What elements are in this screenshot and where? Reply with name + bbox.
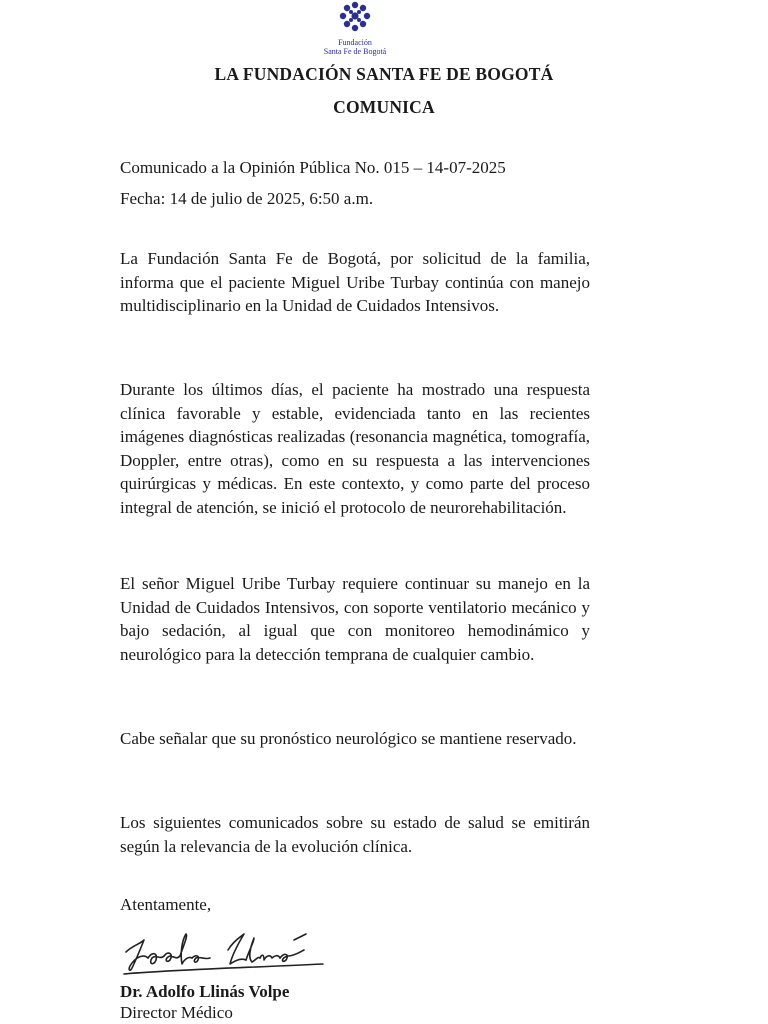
communique-date: Fecha: 14 de julio de 2025, 6:50 a.m. bbox=[120, 189, 374, 208]
document-subtitle: COMUNICA bbox=[333, 97, 435, 117]
fundacion-logo bbox=[300, 0, 410, 56]
paragraph-4: Cabe señalar que su pronóstico neurológico se mantiene reservado. bbox=[120, 729, 577, 748]
handwritten-signature bbox=[118, 920, 333, 982]
logo-line-1: Fundación bbox=[338, 38, 372, 47]
paragraph-3: El señor Miguel Uribe Turbay requiere continuar su manejo en la Unidad de Cuidados Intensivos, con soporte ventilatorio mecánico y bajo sedación, al igual que con monitoreo hemodinámico y neurológico para la detección temprana de cualquier cambio. bbox=[120, 574, 590, 664]
logo-line-2: Santa Fe de Bogotá bbox=[323, 47, 387, 56]
fundacion-emblem-icon bbox=[335, 0, 375, 34]
logo-text bbox=[300, 38, 410, 56]
paragraph-1: La Fundación Santa Fe de Bogotá, por solicitud de la familia, informa que el paciente Miguel Uribe Turbay continúa con manejo multidisciplinario en la Unidad de Cuidados Intensivos. bbox=[120, 249, 590, 315]
signatory-title: Director Médico bbox=[120, 1003, 233, 1022]
paragraph-5: Los siguientes comunicados sobre su estado de salud se emitirán según la relevancia de la evolución clínica. bbox=[120, 813, 590, 856]
signatory-name: Dr. Adolfo Llinás Volpe bbox=[120, 982, 290, 1001]
communique-reference: Comunicado a la Opinión Pública No. 015 – 14-07-2025 bbox=[120, 158, 506, 177]
salutation: Atentamente, bbox=[120, 895, 212, 914]
paragraph-2: Durante los últimos días, el paciente ha mostrado una respuesta clínica favorable y estable, evidenciada tanto en las recientes imágenes diagnósticas realizadas (resonancia magnética, tomografía, Doppler, entre otras), como en su respuesta a las intervenciones quirúrgicas y médicas. En este contexto, y como parte del proceso integral de atención, se inició el protocolo de neurorehabilitación. bbox=[120, 380, 590, 517]
document-title: LA FUNDACIÓN SANTA FE DE BOGOTÁ bbox=[214, 64, 554, 84]
